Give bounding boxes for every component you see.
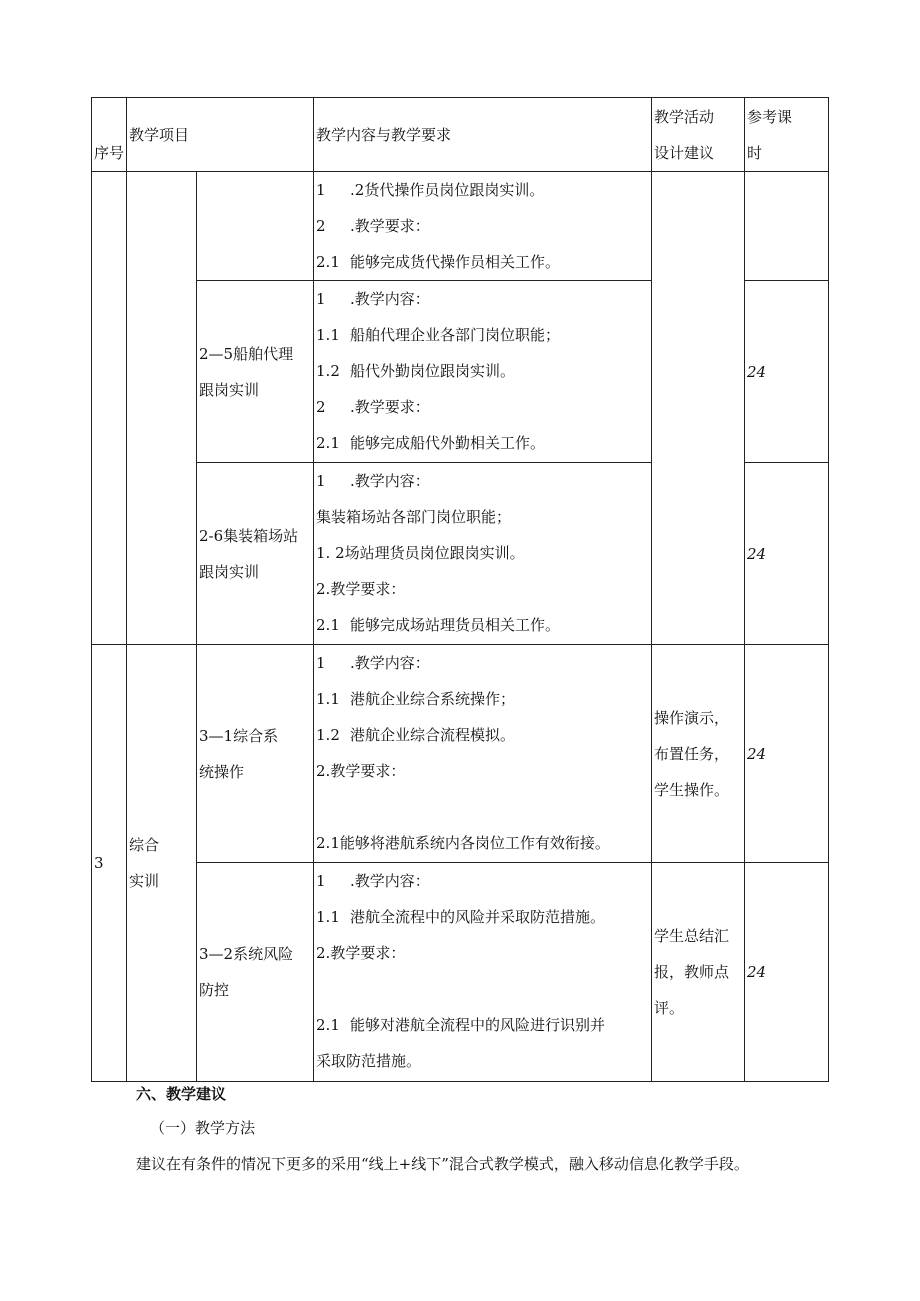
hours-value: 24 (745, 645, 829, 863)
subproject-cell-empty (197, 172, 314, 281)
project-cell-empty (127, 172, 197, 645)
table-row (92, 863, 829, 1082)
subproject-cell: 3—2系统风险 防控 (197, 863, 314, 1082)
content-cell: 1 .教学内容： 1.1 港航企业综合系统操作； 1.2 港航企业综合流程模拟。 2.教学要求： 2.1能够将港航系统内各岗位工作有效衔接。 (314, 645, 652, 863)
table-row (92, 172, 829, 281)
hours-cell-empty (745, 172, 829, 281)
header-content: 教学内容与教学要求 (314, 98, 652, 172)
content-cell: 1 .教学内容： 集装箱场站各部门岗位职能； 1. 2场站理货员岗位跟岗实训。 2.教学要求： 2.1 能够完成场站理货员相关工作。 (314, 463, 652, 645)
content-cell: 1 .教学内容： 1.1 船舶代理企业各部门岗位职能； 1.2 船代外勤岗位跟岗实训。 2 .教学要求： 2.1 能够完成船代外勤相关工作。 (314, 281, 652, 463)
header-project: 教学项目 (127, 98, 314, 172)
hours-value: 24 (745, 281, 829, 463)
content-cell: 1 .2货代操作员岗位跟岗实训。 2 .教学要求： 2.1 能够完成货代操作员相关工作。 (314, 172, 652, 281)
activity-cell: 学生总结汇 报，教师点 评。 (652, 863, 745, 1082)
project-cell: 综合 实训 (127, 645, 197, 1082)
course-table (91, 97, 829, 1082)
activity-cell: 操作演示， 布置任务， 学生操作。 (652, 645, 745, 863)
section-heading: 六、教学建议 (136, 1085, 227, 1103)
section-paragraph: 建议在有条件的情况下更多的采用“线上+线下”混合式教学模式，融入移动信息化教学手段。 (136, 1155, 749, 1173)
activity-cell-empty (652, 172, 745, 645)
hours-value: 24 (745, 863, 829, 1082)
table-row (92, 645, 829, 863)
section-subheading: （一）教学方法 (150, 1119, 256, 1137)
seq-value: 3 (92, 645, 127, 1082)
subproject-cell: 2—5船舶代理 跟岗实训 (197, 281, 314, 463)
content-cell: 1 .教学内容： 1.1 港航全流程中的风险并采取防范措施。 2.教学要求： 2.1 能够对港航全流程中的风险进行识别并 采取防范措施。 (314, 863, 652, 1082)
header-activity: 教学活动 设计建议 (652, 98, 745, 172)
subproject-cell: 3—1综合系 统操作 (197, 645, 314, 863)
header-hours: 参考课 时 (745, 98, 829, 172)
hours-value: 24 (745, 463, 829, 645)
subproject-cell: 2-6集装箱场站 跟岗实训 (197, 463, 314, 645)
table-header-row (92, 98, 829, 172)
seq-cell-empty (92, 172, 127, 645)
header-seq: 序号 (92, 98, 127, 172)
